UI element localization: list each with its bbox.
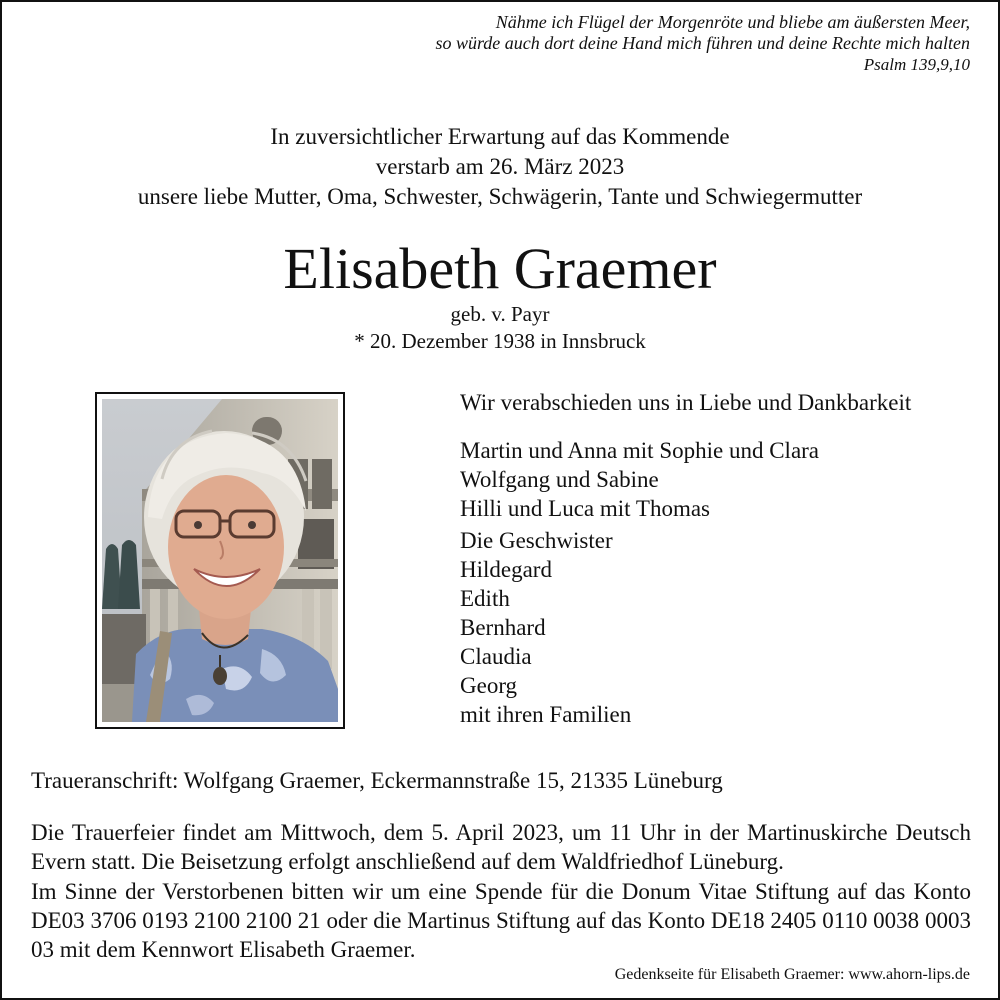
mourners-block xyxy=(460,388,980,729)
farewell-line: Wir verabschieden uns in Liebe und Dankbarkeit xyxy=(460,390,912,415)
sibling-name: Georg xyxy=(460,673,518,698)
intro-line-1: In zuversichtlicher Erwartung auf das Kommende xyxy=(270,124,730,149)
psalm-quote xyxy=(270,12,970,75)
psalm-line-1: Nähme ich Flügel der Morgenröte und bliebe am äußersten Meer, xyxy=(495,12,970,32)
mourning-address: Traueranschrift: Wolfgang Graemer, Eckermannstraße 15, 21335 Lüneburg xyxy=(31,768,723,793)
psalm-reference: Psalm 139,9,10 xyxy=(863,55,970,74)
sibling-name: Hildegard xyxy=(460,557,552,582)
memorial-page-link[interactable]: Gedenkseite für Elisabeth Graemer: www.ahorn-lips.de xyxy=(614,966,970,983)
portrait-photo xyxy=(102,399,338,722)
birth-name: geb. v. Payr xyxy=(450,302,550,326)
ceremony-info: Die Trauerfeier findet am Mittwoch, dem 5. April 2023, um 11 Uhr in der Martinuskirche Deutsch Evern statt. Die Beisetzung erfolgt anschließend auf dem Waldfriedhof Lüneburg. xyxy=(31,820,971,874)
donation-info: Im Sinne der Verstorbenen bitten wir um eine Spende für die Donum Vitae Stiftung auf das Konto DE03 3706 0193 2100 2100 21 oder die Martinus Stiftung auf das Konto DE18 2405 0110 0038 0003 03 mit dem Kennwort Elisabeth Graemer. xyxy=(31,879,971,962)
deceased-name: Elisabeth Graemer xyxy=(283,236,717,301)
family-member: Wolfgang und Sabine xyxy=(460,467,659,492)
birth-date-place: * 20. Dezember 1938 in Innsbruck xyxy=(354,329,646,353)
intro-line-2: verstarb am 26. März 2023 xyxy=(375,154,625,179)
sibling-name: Bernhard xyxy=(460,615,546,640)
intro-line-3: unsere liebe Mutter, Oma, Schwester, Schwägerin, Tante und Schwiegermutter xyxy=(137,184,863,209)
family-member: Hilli und Luca mit Thomas xyxy=(460,496,710,521)
sibling-name: Claudia xyxy=(460,644,532,669)
intro-text xyxy=(0,122,1000,212)
families-closing: mit ihren Familien xyxy=(460,702,632,727)
psalm-line-2: so würde auch dort deine Hand mich führen und deine Rechte mich halten xyxy=(435,33,970,53)
sibling-name: Edith xyxy=(460,586,510,611)
portrait-frame xyxy=(95,392,345,729)
family-member: Martin und Anna mit Sophie und Clara xyxy=(460,438,820,463)
birth-info xyxy=(0,301,1000,355)
siblings-heading: Die Geschwister xyxy=(460,528,613,553)
